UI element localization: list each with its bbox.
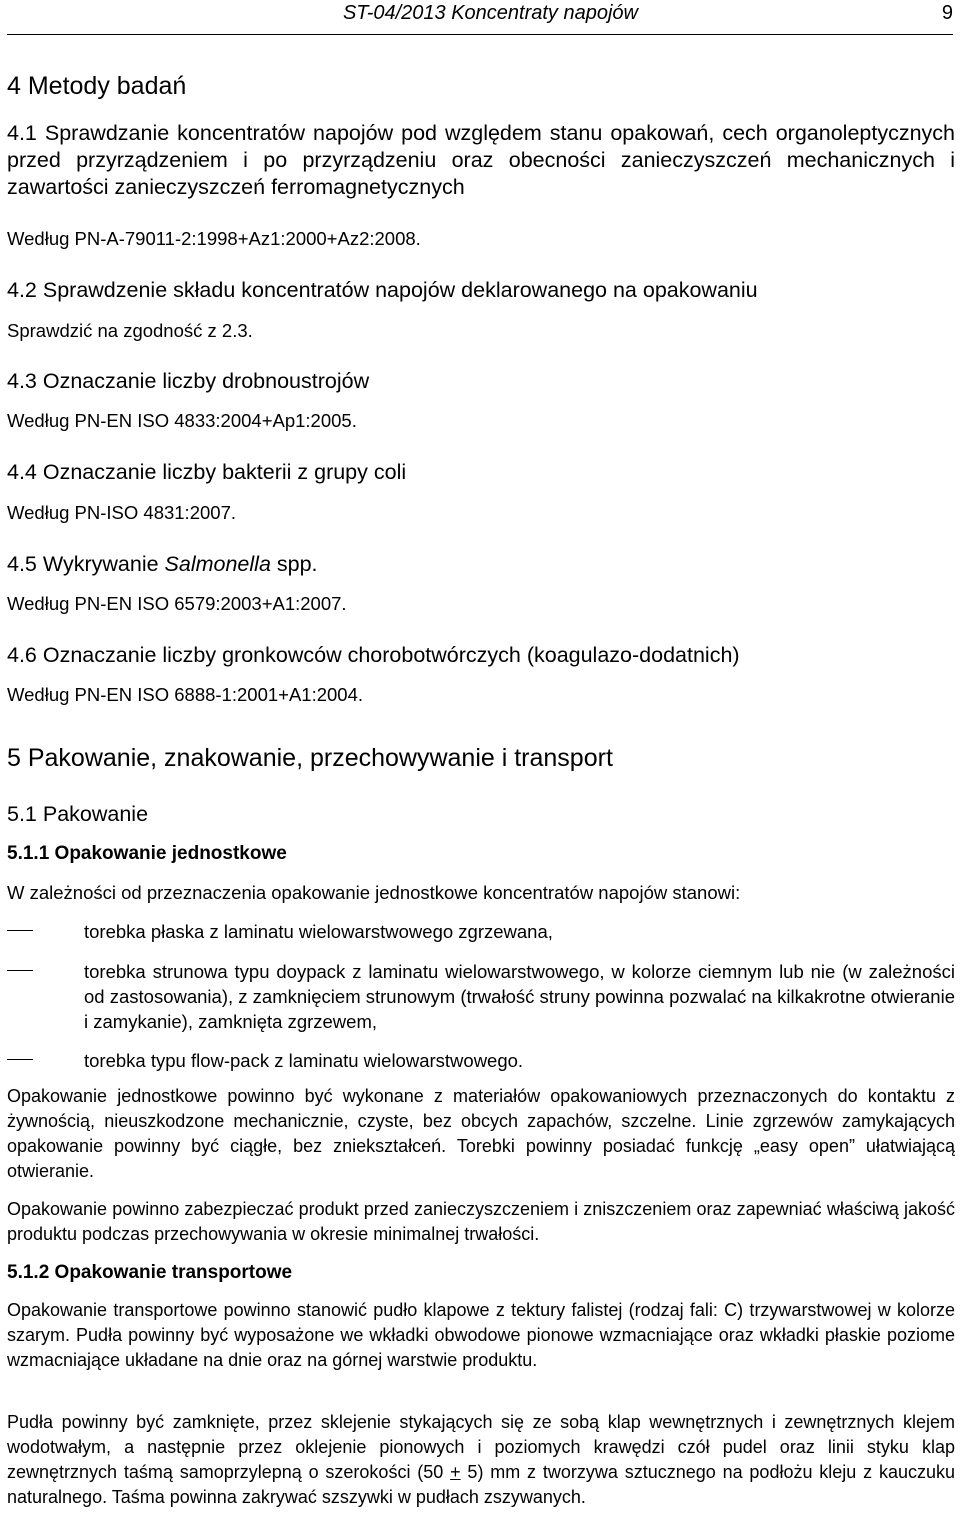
packaging-type-list [7,919,955,1073]
section-4-3-text: Według PN-EN ISO 4833:2004+Ap1:2005. [7,410,357,431]
section-4-1-heading: 4.1 Sprawdzanie koncentratów napojów pod względem stanu opakowań, cech organoleptycznych przed przyrządzeniem i po przyrządzeniu oraz obecności zanieczyszczeń mechanicznych i zawartości zanieczyszczeń ferromagnetycznych [7,121,955,199]
section-4-5-heading [7,551,955,578]
section-4-5-heading-end: spp. [270,552,318,576]
document-title: ST-04/2013 Koncentraty napojów [342,2,638,24]
list-item-text: torebka typu flow-pack z laminatu wielowarstwowego. [84,1050,524,1071]
dash-bullet [7,930,33,931]
page-header [7,0,953,35]
list-item [7,919,955,944]
paragraph-text-end: 5) mm z tworzywa sztucznego na podłożu kleju z kauczuku naturalnego. Taśma powinna zakrywać szszywki w pudłach zszywanych. [7,1462,955,1507]
section-5-heading: 5 Pakowanie, znakowanie, przechowywanie i transport [7,744,613,772]
section-4-6-heading: 4.6 Oznaczanie liczby gronkowców chorobotwórczych (koagulazo-dodatnich) [7,643,740,667]
salmonella-italic: Salmonella [164,552,271,576]
section-5-1-1-heading: 5.1.1 Opakowanie jednostkowe [7,843,287,864]
unit-packaging-paragraph-1: Opakowanie jednostkowe powinno być wykonane z materiałów opakowaniowych przeznaczonych do kontaktu z żywnością, nieuszkodzone mechanicznie, czyste, bez obcych zapachów, szczelne. Linie zgrzewów zamykających opakowanie powinny być ciągłe, bez zniekształceń. Torebki powinny posiadać funkcję „easy open” ułatwiającą otwieranie. [7,1086,955,1181]
section-4-2-text: Sprawdzić na zgodność z 2.3. [7,320,253,341]
dash-bullet [7,970,33,971]
section-4-6-text: Według PN-EN ISO 6888-1:2001+A1:2004. [7,684,364,705]
transport-packaging-paragraph-2 [7,1410,955,1510]
dash-bullet [7,1059,33,1060]
plus-minus-sign: + [450,1462,461,1482]
list-item-text: torebka płaska z laminatu wielowarstwowego zgrzewana, [84,921,553,942]
section-5-1-heading: 5.1 Pakowanie [7,802,149,826]
section-4-3-heading: 4.3 Oznaczanie liczby drobnoustrojów [7,369,370,393]
page-number: 9 [941,2,953,24]
section-4-4-text: Według PN-ISO 4831:2007. [7,502,236,523]
section-4-4-heading: 4.4 Oznaczanie liczby bakterii z grupy coli [7,460,407,484]
list-item-text: torebka strunowa typu doypack z laminatu wielowarstwowego, w kolorze ciemnym lub nie (w zależności od zastosowania), z zamknięciem strunowym (trwałość struny powinna pozwalać na kilkakrotne otwieranie i zamykanie), zamknięta zgrzewem, [84,961,955,1032]
transport-packaging-paragraph-1: Opakowanie transportowe powinno stanowić pudło klapowe z tektury falistej (rodzaj fali: C) trzywarstwowej w kolorze szarym. Pudła powinny być wyposażone we wkładki obwodowe pionowe wzmacniające oraz wkładki płaskie poziome wzmacniające układane na dnie oraz na górnej warstwie produktu. [7,1300,955,1370]
section-4-2-heading: 4.2 Sprawdzenie składu koncentratów napojów deklarowanego na opakowaniu [7,278,758,302]
unit-packaging-paragraph-2: Opakowanie powinno zabezpieczać produkt przed zanieczyszczeniem i zniszczeniem oraz zapewniać właściwą jakość produktu podczas przechowywania w okresie minimalnej trwałości. [7,1199,955,1244]
section-4-5-heading-start: 4.5 Wykrywanie [7,552,165,576]
section-4-5-text: Według PN-EN ISO 6579:2003+A1:2007. [7,593,347,614]
section-4-heading: 4 Metody badań [7,72,187,100]
section-5-1-1-intro: W zależności od przeznaczenia opakowanie jednostkowe koncentratów napojów stanowi: [7,882,741,903]
list-item [7,959,955,1034]
section-4-1-text: Według PN-A-79011-2:1998+Az1:2000+Az2:2008. [7,228,421,249]
section-5-1-2-heading: 5.1.2 Opakowanie transportowe [7,1262,293,1283]
list-item [7,1048,955,1073]
paragraph-text-start: Pudła powinny być zamknięte, przez sklejenie stykających się ze sobą klap wewnętrznych i zewnętrznych klejem wodotwałym, a następnie przez oklejenie pionowych i poziomych krawędzi czół pudel oraz linii styku klap zewnętrznych taśmą samoprzylepną o szerokości (50 [7,1412,955,1482]
